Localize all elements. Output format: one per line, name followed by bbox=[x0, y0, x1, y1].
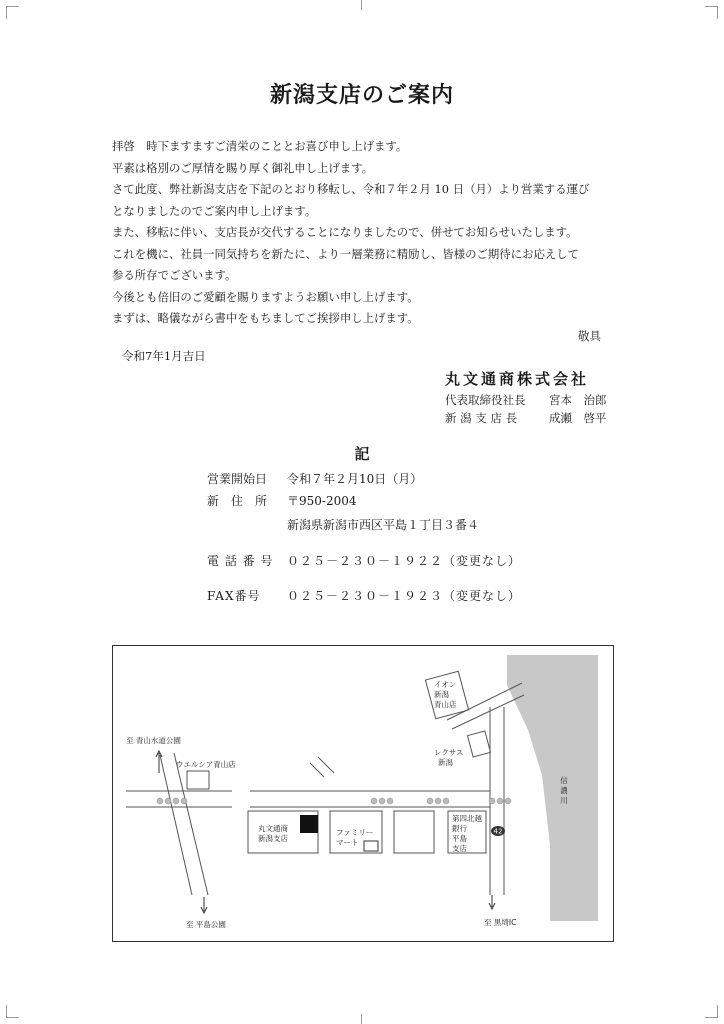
address-spacer bbox=[207, 516, 287, 533]
family-mart-label-1: ファミリー bbox=[336, 828, 374, 837]
river-label-2: 濃 bbox=[560, 786, 568, 795]
marubun-building bbox=[300, 815, 318, 833]
fax-label: FAX番号 bbox=[207, 589, 261, 603]
crop-mark-top-left bbox=[6, 6, 19, 19]
signer-role: 新 潟 支 店 長 bbox=[445, 411, 518, 425]
body-line: さて此度、弊社新潟支店を下記のとおり移転し、令和７年２月 10 日（月）より営業する運び bbox=[112, 182, 590, 196]
address-value: 新潟県新潟市西区平島１丁目３番４ bbox=[287, 518, 480, 532]
river-label-3: 川 bbox=[560, 796, 568, 805]
fax-value: ０２５－２３０－１９２３（変更なし） bbox=[287, 589, 522, 603]
signer-name: 宮本 治郎 bbox=[549, 393, 607, 407]
page-title: 新潟支店のご案内 bbox=[269, 82, 454, 108]
bank-label-4: 支店 bbox=[452, 844, 467, 853]
fax-row bbox=[207, 587, 521, 604]
body-line: これを機に、社員一同気持ちを新たに、より一層業務に精励し、皆様のご期待にお応えして bbox=[112, 246, 580, 261]
postal-code: 〒950-2004 bbox=[287, 494, 357, 508]
aeon-label-1: イオン bbox=[434, 680, 457, 689]
body-line: 今後とも倍旧のご愛顧を賜りますようお願い申し上げます。 bbox=[112, 289, 419, 304]
letter-body bbox=[112, 136, 622, 330]
signer-role: 代表取締役社長 bbox=[445, 393, 526, 407]
closing-word: 敬具 bbox=[578, 329, 601, 343]
open-date-value: 令和７年２月10日（月） bbox=[287, 472, 423, 486]
lexus-label-1: レクサス bbox=[434, 748, 464, 757]
ki-heading: 記 bbox=[354, 445, 370, 463]
address-line-row bbox=[207, 516, 479, 533]
crop-mark-bottom-left bbox=[6, 1005, 19, 1018]
aeon-label-3: 青山店 bbox=[434, 700, 457, 709]
to-kurosaki-ic-label: 至 黒埼IC bbox=[484, 918, 517, 927]
open-date-label: 営業開始日 bbox=[207, 472, 268, 486]
tel-value: ０２５－２３０－１９２２（変更なし） bbox=[287, 554, 522, 568]
map-svg bbox=[112, 645, 614, 942]
company-name: 丸文通商株式会社 bbox=[445, 370, 590, 388]
signer-row bbox=[445, 409, 607, 427]
body-line: となりましたのでご案内申し上げます。 bbox=[112, 203, 317, 218]
signers-block bbox=[445, 391, 607, 427]
letter-date: 令和7年1月吉日 bbox=[122, 349, 206, 363]
river-label-1: 信 bbox=[560, 776, 568, 785]
bank-label-2: 銀行 bbox=[452, 824, 467, 833]
family-mart-label-2: マート bbox=[336, 838, 359, 847]
open-date-row bbox=[207, 470, 422, 487]
crop-mark-bottom-right bbox=[705, 1005, 718, 1018]
address-label: 新 住 所 bbox=[207, 494, 268, 508]
crop-mark-top-center bbox=[361, 0, 362, 10]
body-line: 参る所存でございます。 bbox=[112, 268, 237, 282]
tel-label: 電 話 番 号 bbox=[207, 554, 274, 568]
to-aoyama-park-label: 至 青山水道公園 bbox=[126, 736, 181, 745]
crop-mark-bottom-center bbox=[361, 1014, 362, 1024]
body-line: 平素は格別のご厚情を賜り厚く御礼申し上げます。 bbox=[112, 160, 374, 175]
marubun-label-2: 新潟支店 bbox=[258, 834, 288, 843]
bank-label-1: 第四北越 bbox=[452, 814, 482, 823]
tel-row bbox=[207, 552, 521, 569]
access-map bbox=[112, 645, 614, 942]
aeon-label-2: 新潟 bbox=[434, 690, 449, 699]
body-line: まずは、略儀ながら書中をもちましてご挨拶申し上げます。 bbox=[112, 311, 419, 325]
crop-mark-top-right bbox=[705, 6, 718, 19]
marubun-label-1: 丸文通商 bbox=[258, 824, 288, 833]
signer-name: 成瀬 啓平 bbox=[549, 411, 607, 425]
bank-label-3: 平島 bbox=[452, 834, 467, 843]
body-line: また、移転に伴い、支店長が交代することになりましたので、併せてお知らせいたします。 bbox=[112, 225, 578, 239]
address-row bbox=[207, 492, 357, 509]
to-heijima-park-label: 至 平島公園 bbox=[186, 920, 226, 929]
route-number: 42 bbox=[493, 827, 503, 836]
welcia-label: ウエルシア青山店 bbox=[176, 760, 236, 769]
signer-row bbox=[445, 391, 607, 409]
body-line: 拝啓 時下ますますご清栄のこととお喜び申し上げます。 bbox=[112, 139, 408, 153]
lexus-label-2: 新潟 bbox=[438, 758, 453, 767]
